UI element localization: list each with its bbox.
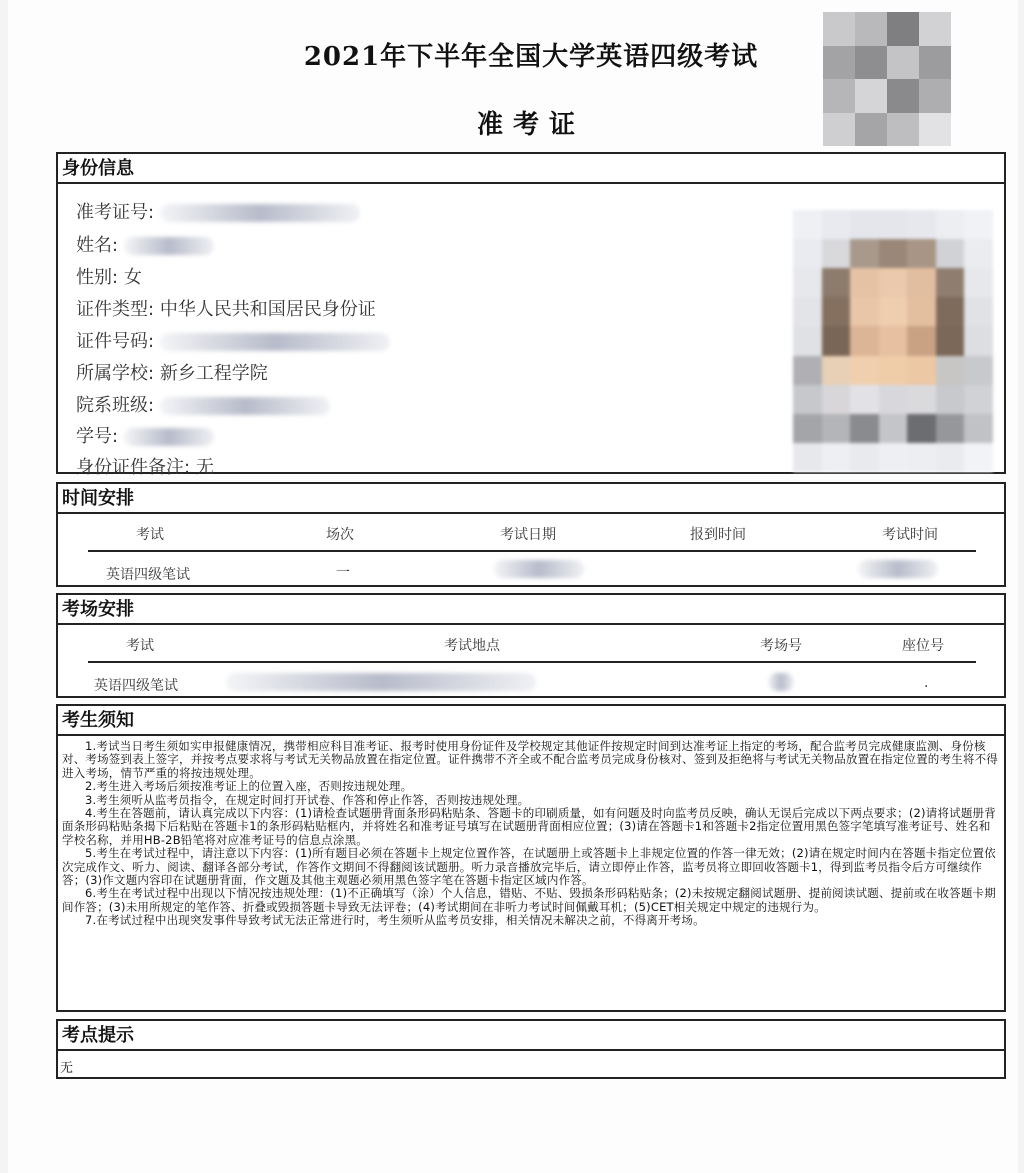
field-name bbox=[76, 231, 214, 257]
notice-item: 6.考生在考试过程中出现以下情况按违规处理：(1)不正确填写（涂）个人信息，错贴、不贴、毁损条形码粘贴条；(2)未按规定翻阅试题册、提前阅读试题、提前或在收答题卡期间作答；(3)未用所规定的笔作答、折叠或毁损答题卡导致无法评卷；(4)考试期间在非听力考试时间佩戴耳机；(5)CET相关规定中规定的违规行为。 bbox=[62, 886, 996, 914]
column-header: 考试时间 bbox=[882, 527, 938, 543]
schedule-heading: 时间安排 bbox=[58, 484, 1004, 514]
column-header: 考场号 bbox=[760, 638, 802, 654]
field-label: 所属学校: bbox=[76, 363, 155, 384]
tips-body: 无 bbox=[60, 1061, 74, 1076]
field-value: 女 bbox=[123, 267, 142, 288]
notice-item: 4.考生在答题前，请认真完成以下内容：(1)请检查试题册背面条形码粘贴条、答题卡的印刷质量，如有问题及时向监考员反映，确认无误后完成以下两点要求；(2)请将试题册背面条形码粘贴条揭下后粘贴在答题卡1的条形码粘贴框内，并将姓名和准考证号填写在试题册背面相应位置；(3)请在答题卡1和答题卡2指定位置用黑色签字笔填写准考证号、姓名和学校名称，并用HB-2B铅笔将对应准考证号的信息点涂黑。 bbox=[62, 806, 996, 847]
table-cell: 英语四级笔试 bbox=[94, 678, 178, 694]
room-heading: 考场安排 bbox=[58, 595, 1004, 625]
notice-item: 1.考试当日考生须如实申报健康情况，携带相应科目准考证、报考时使用身份证件及学校规定其他证件按规定时间到达准考证上指定的考场，配合监考员完成健康监测、身份核对、考场签到表上签字，并按考点要求将与考试无关物品放置在指定位置。证件携带不齐全或不配合监考员完成身份核对、签到及拒绝将与考试无关物品放置在指定位置的考生将不得进入考场，情节严重的将按违规处理。 bbox=[62, 739, 998, 780]
field-school bbox=[76, 359, 268, 385]
candidate-photo-blurred bbox=[793, 210, 993, 472]
redacted-value bbox=[226, 673, 536, 691]
redacted-value bbox=[494, 560, 584, 578]
field-label: 身份证件备注: bbox=[76, 457, 191, 478]
column-header: 场次 bbox=[326, 527, 354, 543]
field-id-type bbox=[76, 295, 376, 321]
field-label: 性别: bbox=[76, 267, 119, 288]
column-header: 考试 bbox=[126, 638, 154, 654]
table-cell: 一 bbox=[336, 565, 350, 581]
column-header: 考试地点 bbox=[444, 638, 500, 654]
table-divider bbox=[88, 661, 976, 663]
field-label: 准考证号: bbox=[76, 202, 155, 223]
field-id-note bbox=[76, 453, 214, 479]
redacted-value bbox=[160, 204, 360, 222]
redacted-value bbox=[160, 333, 390, 351]
field-department bbox=[76, 391, 330, 417]
identity-heading: 身份信息 bbox=[58, 154, 1004, 184]
redacted-value bbox=[858, 560, 938, 578]
redacted-value bbox=[768, 673, 794, 691]
tips-heading: 考点提示 bbox=[58, 1021, 1004, 1051]
column-header: 报到时间 bbox=[690, 527, 746, 543]
column-header: 座位号 bbox=[902, 638, 944, 654]
table-divider bbox=[88, 550, 976, 552]
notice-body bbox=[62, 740, 1002, 928]
redacted-value bbox=[160, 397, 330, 415]
tips-section bbox=[56, 1019, 1006, 1079]
field-value: 中华人民共和国居民身份证 bbox=[159, 299, 376, 320]
field-label: 证件号码: bbox=[76, 331, 155, 352]
field-admission-number bbox=[76, 198, 360, 224]
field-label: 学号: bbox=[76, 426, 119, 447]
field-value: 无 bbox=[195, 457, 214, 478]
room-section bbox=[56, 593, 1006, 698]
admission-ticket-page bbox=[8, 0, 1018, 1173]
schedule-section bbox=[56, 482, 1006, 587]
column-header: 考试日期 bbox=[500, 527, 556, 543]
field-label: 证件类型: bbox=[76, 299, 155, 320]
redacted-value bbox=[124, 237, 214, 255]
field-label: 姓名: bbox=[76, 235, 119, 256]
field-gender bbox=[76, 263, 142, 289]
notice-section bbox=[56, 704, 1006, 1012]
redacted-value bbox=[124, 428, 214, 446]
field-label: 院系班级: bbox=[76, 395, 155, 416]
field-value: 新乡工程学院 bbox=[159, 363, 268, 384]
notice-item: 7.在考试过程中出现突发事件导致考试无法正常进行时，考生须听从监考员安排，相关情况未解决之前，不得离开考场。 bbox=[85, 913, 705, 928]
notice-item: 5.考生在考试过程中，请注意以下内容：(1)所有题目必须在答题卡上规定位置作答，在试题册上或答题卡上非规定位置的作答一律无效；(2)请在规定时间内在答题卡指定位置依次完成作文、听力、阅读、翻译各部分考试，作答作文期间不得翻阅该试题册。听力录音播放完毕后，请立即停止作答，监考员将立即回收答题卡1，得到监考员指令后方可继续作答；(3)作文题内容印在试题册背面，作文题及其他主观题必须用黑色签字笔在答题卡指定区域内作答。 bbox=[62, 846, 996, 888]
notice-item: 2.考生进入考场后须按准考证上的位置入座，否则按违规处理。 bbox=[85, 779, 413, 794]
qr-code-blurred bbox=[823, 12, 951, 146]
field-id-number bbox=[76, 327, 390, 353]
notice-item: 3.考生须听从监考员指令，在规定时间打开试卷、作答和停止作答，否则按违规处理。 bbox=[85, 792, 530, 807]
column-header: 考试 bbox=[136, 527, 164, 543]
notice-heading: 考生须知 bbox=[58, 706, 1004, 736]
field-student-id bbox=[76, 422, 214, 448]
table-cell: . bbox=[924, 675, 929, 691]
document-subtitle: 准考证 bbox=[476, 110, 585, 140]
table-cell: 英语四级笔试 bbox=[106, 567, 190, 583]
document-title: 2021年下半年全国大学英语四级考试 bbox=[303, 42, 759, 72]
